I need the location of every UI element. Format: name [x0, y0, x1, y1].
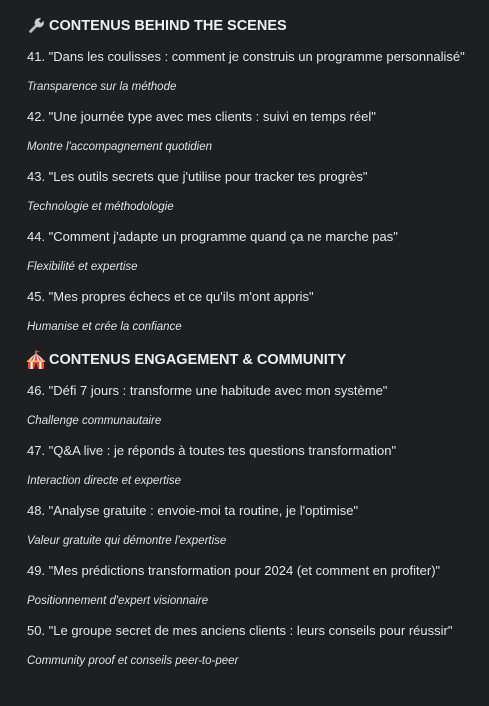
- list-item: [27, 560, 479, 612]
- circus-tent-icon: [26, 350, 46, 370]
- item-title: 45. "Mes propres échecs et ce qu'ils m'ont appris": [27, 289, 314, 304]
- item-title: 41. "Dans les coulisses : comment je construis un programme personnalisé": [27, 49, 465, 64]
- item-title: 49. "Mes prédictions transformation pour 2024 (et comment en profiter)": [27, 563, 441, 578]
- section-title: CONTENUS BEHIND THE SCENES: [49, 18, 287, 34]
- item-note: Montre l'accompagnement quotidien: [27, 141, 213, 153]
- item-note: Transparence sur la méthode: [27, 81, 177, 93]
- list-item: [27, 620, 479, 672]
- item-note: Positionnement d'expert visionnaire: [27, 595, 209, 607]
- item-note: Flexibilité et expertise: [27, 261, 138, 273]
- list-item: [27, 106, 479, 158]
- section-title: CONTENUS ENGAGEMENT & COMMUNITY: [49, 352, 347, 368]
- wrench-icon: [26, 16, 46, 36]
- item-note: Valeur gratuite qui démontre l'expertise: [27, 535, 227, 547]
- item-title: 42. "Une journée type avec mes clients : suivi en temps réel": [27, 109, 376, 124]
- item-note: Interaction directe et expertise: [27, 475, 182, 487]
- list-item: [27, 500, 479, 552]
- section-heading-behind-the-scenes: [26, 14, 479, 38]
- section-heading-engagement-community: [26, 348, 479, 372]
- item-note: Challenge communautaire: [27, 415, 162, 427]
- list-item: [27, 380, 479, 432]
- item-title: 47. "Q&A live : je réponds à toutes tes questions transformation": [27, 443, 397, 458]
- list-item: [27, 166, 479, 218]
- item-note: Humanise et crée la confiance: [27, 321, 182, 333]
- item-note: Technologie et méthodologie: [27, 201, 174, 213]
- item-note: Community proof et conseils peer-to-peer: [27, 655, 239, 667]
- item-title: 43. "Les outils secrets que j'utilise pour tracker tes progrès": [27, 169, 368, 184]
- item-title: 48. "Analyse gratuite : envoie-moi ta routine, je l'optimise": [27, 503, 359, 518]
- list-item: [27, 286, 479, 338]
- list-item: [27, 226, 479, 278]
- list-item: [27, 46, 479, 98]
- list-item: [27, 440, 479, 492]
- item-title: 50. "Le groupe secret de mes anciens clients : leurs conseils pour réussir": [27, 623, 453, 638]
- item-title: 44. "Comment j'adapte un programme quand ça ne marche pas": [27, 229, 398, 244]
- item-title: 46. "Défi 7 jours : transforme une habitude avec mon système": [27, 383, 388, 398]
